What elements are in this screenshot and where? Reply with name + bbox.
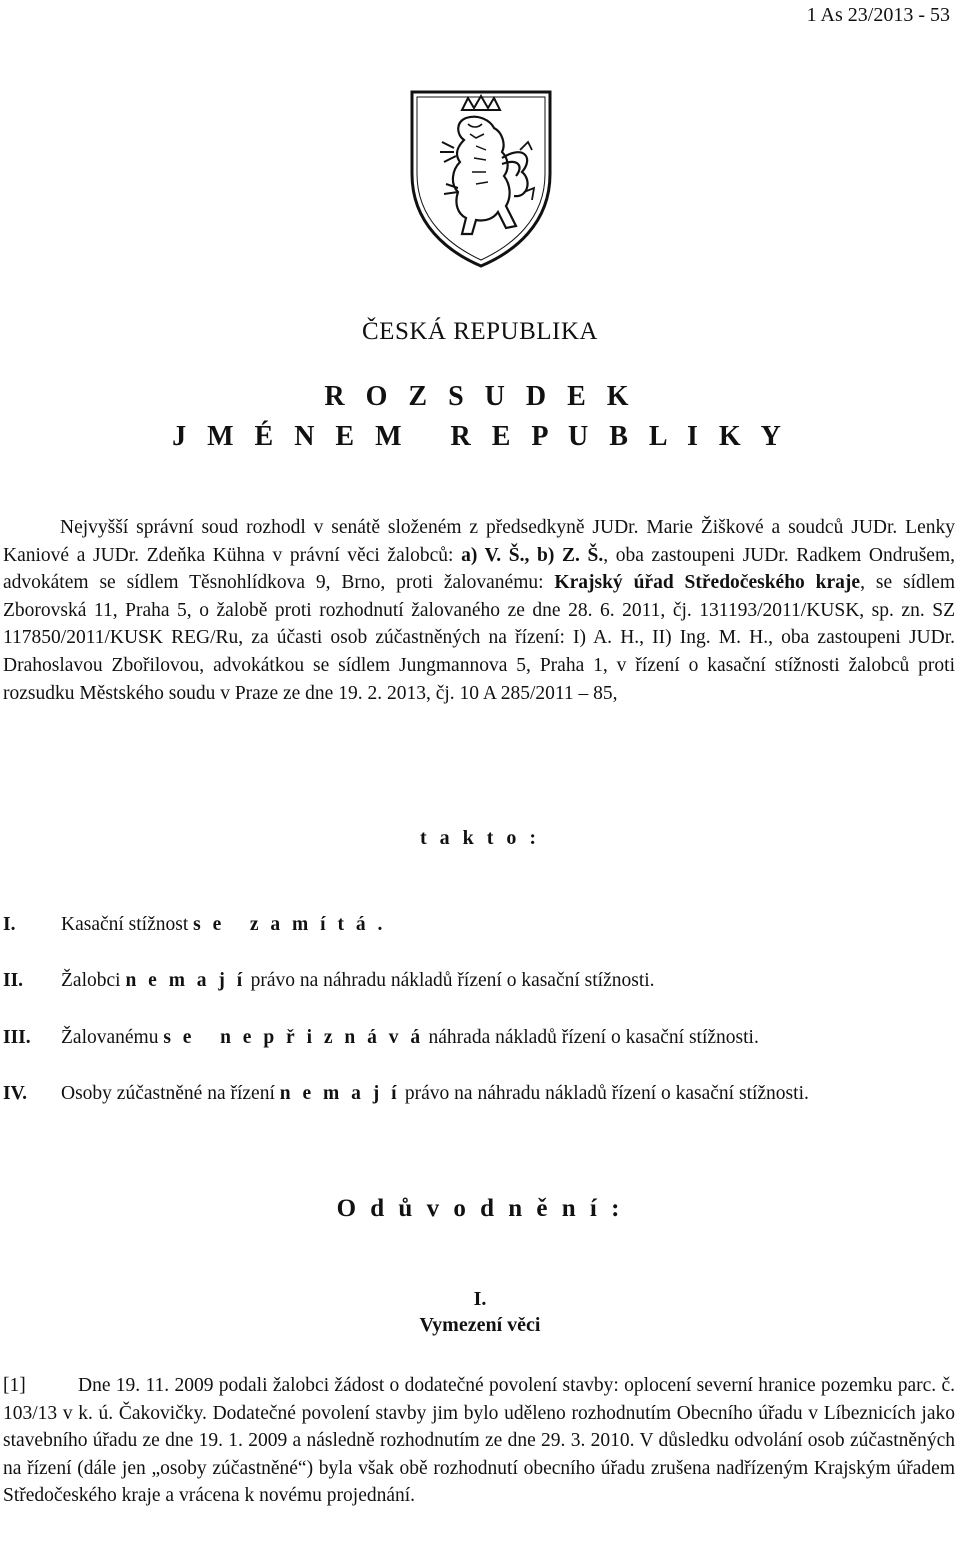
verdict-item-4: IV. Osoby zúčastněné na řízení n e m a j í právo na náhradu nákladů řízení o kasační stížnosti. <box>3 1083 809 1104</box>
reasoning-heading: O d ů v o d n ě n í : <box>336 1195 624 1222</box>
paragraph-number: [1] <box>3 1375 26 1396</box>
verdict-item-2: II. Žalobci n e m a j í právo na náhradu nákladů řízení o kasační stížnosti. <box>3 970 655 991</box>
paragraph-1: [1] Dne 19. 11. 2009 podali žalobci žádost o dodatečné povolení stavby: oplocení severní hranice pozemku parc. č. 103/13 v k. ú. Čakovičky. Dodatečné povolení stavby jim bylo uděleno rozhodnutím Obecního úřadu v Líbeznicích jako stavebního úřadu ze dne 19. 1. 2009 a následně rozhodnutím ze dne 29. 3. 2010. V důsledku odvolání osob zúčastněných na řízení (dále jen „osoby zúčastněné“) byla však obě rozhodnutí obecního úřadu zrušena nadřízeným Krajským úřadem Středočeského kraje a vrácena k novému projednání. <box>3 1372 955 1510</box>
in-name-of-republic-title: J M É N E M R E P U B L I K Y <box>172 421 788 452</box>
verdict-item-1: I. Kasační stížnost s e z a m í t á . <box>3 914 386 935</box>
takto-heading: t a k t o : <box>419 827 541 849</box>
country-heading: ČESKÁ REPUBLIKA <box>362 318 598 345</box>
intro-paragraph: Nejvyšší správní soud rozhodl v senátě složeném z předsedkyně JUDr. Marie Žiškové a soudců JUDr. Lenky Kaniové a JUDr. Zdeňka Kühna v právní věci žalobců: a) V. Š., b) Z. Š., oba zastoupeni JUDr. Radkem Ondrušem, advokátem se sídlem Těsnohlídkova 9, Brno, proti žalovanému: Krajský úřad Středočeského kraje, se sídlem Zborovská 11, Praha 5, o žalobě proti rozhodnutí žalovaného ze dne 28. 6. 2011, čj. 131193/2011/KUSK, sp. zn. SZ 117850/2011/KUSK REG/Ru, za účasti osob zúčastněných na řízení: I) A. H., II) Ing. M. H., oba zastoupeni JUDr. Drahoslavou Zbořilovou, advokátkou se sídlem Jungmannova 5, Praha 1, v řízení o kasační stížnosti žalobců proti rozsudku Městského soudu v Praze ze dne 19. 2. 2013, čj. 10 A 285/2011 – 85, <box>3 517 955 704</box>
verdict-item-3: III. Žalovanému s e n e p ř i z n á v á náhrada nákladů řízení o kasační stížnosti. <box>3 1027 759 1048</box>
section-number: I. <box>473 1288 487 1310</box>
coat-of-arms-icon <box>406 88 556 270</box>
defendant-name: Krajský úřad Středočeského kraje <box>554 572 861 594</box>
judgment-title: R O Z S U D E K <box>324 381 636 412</box>
plaintiffs-names: a) V. Š., b) Z. Š. <box>461 544 604 566</box>
case-number: 1 As 23/2013 - 53 <box>806 4 950 26</box>
section-title: Vymezení věci <box>419 1314 541 1336</box>
